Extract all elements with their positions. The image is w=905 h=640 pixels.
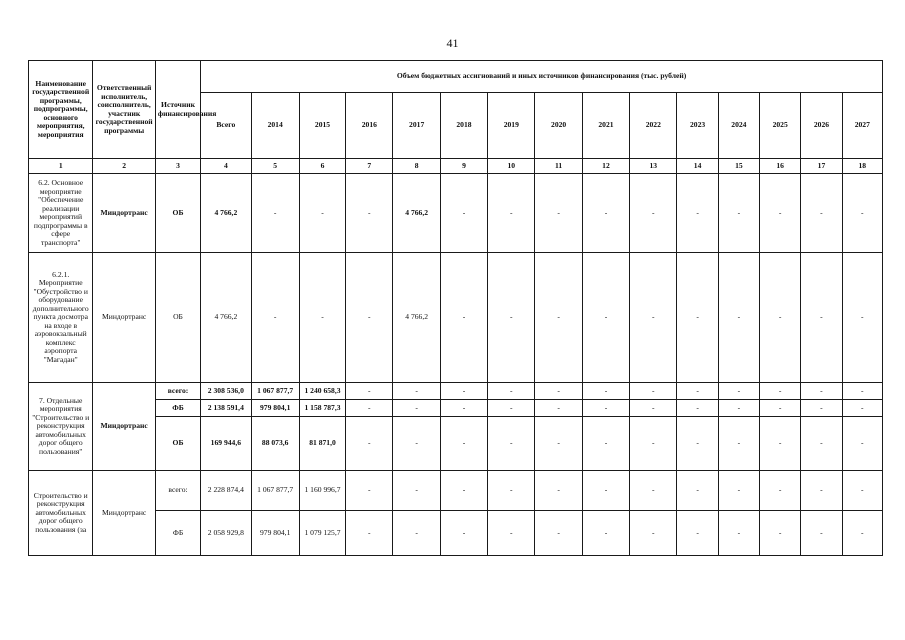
empty-value-cell: - xyxy=(630,174,677,253)
header-year: 2026 xyxy=(801,93,842,159)
column-number: 15 xyxy=(718,159,759,174)
empty-value-cell: - xyxy=(718,253,759,383)
empty-value-cell: - xyxy=(842,400,882,417)
empty-value-cell: - xyxy=(582,417,629,471)
value-cell: 88 073,6 xyxy=(251,417,299,471)
empty-value-cell: - xyxy=(582,511,629,556)
empty-value-cell: - xyxy=(346,174,393,253)
empty-value-cell: - xyxy=(393,383,440,400)
empty-value-cell: - xyxy=(488,511,535,556)
empty-value-cell: - xyxy=(801,400,842,417)
empty-value-cell: - xyxy=(677,253,718,383)
empty-value-cell: - xyxy=(630,400,677,417)
empty-value-cell: - xyxy=(346,511,393,556)
funding-source-cell: ОБ xyxy=(155,253,200,383)
table-row xyxy=(29,417,883,471)
column-number: 2 xyxy=(93,159,155,174)
empty-value-cell: - xyxy=(251,253,299,383)
page-number: 41 xyxy=(446,36,459,50)
empty-value-cell: - xyxy=(535,511,582,556)
empty-value-cell: - xyxy=(630,471,677,511)
empty-value-cell: - xyxy=(346,417,393,471)
empty-value-cell: - xyxy=(842,417,882,471)
empty-value-cell: - xyxy=(440,253,487,383)
value-cell: 4 766,2 xyxy=(201,174,251,253)
empty-value-cell: - xyxy=(801,174,842,253)
empty-value-cell: - xyxy=(801,511,842,556)
empty-value-cell: - xyxy=(346,383,393,400)
funding-source-cell: всего: xyxy=(155,383,200,400)
empty-value-cell: - xyxy=(535,400,582,417)
funding-source-cell: ФБ xyxy=(155,511,200,556)
header-year: 2024 xyxy=(718,93,759,159)
table-row xyxy=(29,174,883,253)
value-cell: 2 138 591,4 xyxy=(201,400,251,417)
funding-source-cell: ФБ xyxy=(155,400,200,417)
empty-value-cell: - xyxy=(582,253,629,383)
column-number: 5 xyxy=(251,159,299,174)
empty-value-cell: - xyxy=(760,511,801,556)
empty-value-cell: - xyxy=(440,417,487,471)
value-cell: 1 160 996,7 xyxy=(299,471,345,511)
value-cell: 169 944,6 xyxy=(201,417,251,471)
empty-value-cell: - xyxy=(718,471,759,511)
program-name-cell: Строительство и реконструкция автомобильных дорог общего пользования (за xyxy=(29,471,93,556)
table-row xyxy=(29,383,883,400)
empty-value-cell: - xyxy=(535,253,582,383)
empty-value-cell: - xyxy=(488,400,535,417)
table-row xyxy=(29,253,883,383)
empty-value-cell: - xyxy=(299,253,345,383)
column-number: 9 xyxy=(440,159,487,174)
empty-value-cell: - xyxy=(393,400,440,417)
empty-value-cell: - xyxy=(535,174,582,253)
table-row xyxy=(29,511,883,556)
value-cell: 4 766,2 xyxy=(201,253,251,383)
empty-value-cell: - xyxy=(842,253,882,383)
value-cell: 1 158 787,3 xyxy=(299,400,345,417)
empty-value-cell: - xyxy=(718,417,759,471)
empty-value-cell: - xyxy=(801,471,842,511)
empty-value-cell: - xyxy=(630,511,677,556)
empty-value-cell: - xyxy=(582,471,629,511)
empty-value-cell: - xyxy=(440,400,487,417)
budget-table xyxy=(28,60,883,556)
empty-value-cell: - xyxy=(346,400,393,417)
empty-value-cell: - xyxy=(760,417,801,471)
value-cell: 4 766,2 xyxy=(393,253,440,383)
column-number: 1 xyxy=(29,159,93,174)
empty-value-cell: - xyxy=(535,417,582,471)
column-number: 14 xyxy=(677,159,718,174)
header-year: 2019 xyxy=(488,93,535,159)
empty-value-cell: - xyxy=(718,511,759,556)
column-number: 13 xyxy=(630,159,677,174)
funding-source-cell: всего: xyxy=(155,471,200,511)
empty-value-cell: - xyxy=(677,400,718,417)
value-cell: 2 308 536,0 xyxy=(201,383,251,400)
empty-value-cell: - xyxy=(718,383,759,400)
empty-value-cell: - xyxy=(488,174,535,253)
value-cell: 4 766,2 xyxy=(393,174,440,253)
value-cell: 1 067 877,7 xyxy=(251,471,299,511)
empty-value-cell: - xyxy=(677,383,718,400)
empty-value-cell: - xyxy=(440,511,487,556)
empty-value-cell: - xyxy=(488,253,535,383)
header-year: 2016 xyxy=(346,93,393,159)
header-executor: Ответственный исполнитель, соисполнитель, участник государственной программы xyxy=(93,61,155,159)
empty-value-cell: - xyxy=(801,417,842,471)
empty-value-cell: - xyxy=(535,383,582,400)
empty-value-cell: - xyxy=(760,471,801,511)
empty-value-cell: - xyxy=(582,400,629,417)
empty-value-cell: - xyxy=(630,383,677,400)
column-number: 11 xyxy=(535,159,582,174)
empty-value-cell: - xyxy=(760,400,801,417)
column-number: 7 xyxy=(346,159,393,174)
column-number: 17 xyxy=(801,159,842,174)
empty-value-cell: - xyxy=(393,417,440,471)
empty-value-cell: - xyxy=(842,383,882,400)
empty-value-cell: - xyxy=(718,174,759,253)
value-cell: 1 240 658,3 xyxy=(299,383,345,400)
empty-value-cell: - xyxy=(440,471,487,511)
header-year: 2027 xyxy=(842,93,882,159)
value-cell: 979 804,1 xyxy=(251,511,299,556)
executor-cell: Миндортранс xyxy=(93,253,155,383)
header-year: 2021 xyxy=(582,93,629,159)
header-year: 2025 xyxy=(760,93,801,159)
value-cell: 979 804,1 xyxy=(251,400,299,417)
empty-value-cell: - xyxy=(718,400,759,417)
empty-value-cell: - xyxy=(842,174,882,253)
header-year: 2022 xyxy=(630,93,677,159)
empty-value-cell: - xyxy=(488,417,535,471)
empty-value-cell: - xyxy=(582,383,629,400)
column-number: 4 xyxy=(201,159,251,174)
executor-cell: Миндортранс xyxy=(93,383,155,471)
empty-value-cell: - xyxy=(535,471,582,511)
header-program-name: Наименование государственной программы, подпрограммы, основного мероприятия, мероприятия xyxy=(29,61,93,159)
column-number: 8 xyxy=(393,159,440,174)
empty-value-cell: - xyxy=(299,174,345,253)
funding-source-cell: ОБ xyxy=(155,417,200,471)
empty-value-cell: - xyxy=(801,253,842,383)
empty-value-cell: - xyxy=(677,417,718,471)
empty-value-cell: - xyxy=(760,174,801,253)
empty-value-cell: - xyxy=(488,471,535,511)
empty-value-cell: - xyxy=(842,471,882,511)
empty-value-cell: - xyxy=(393,471,440,511)
empty-value-cell: - xyxy=(251,174,299,253)
empty-value-cell: - xyxy=(677,471,718,511)
header-year: 2018 xyxy=(440,93,487,159)
column-number: 6 xyxy=(299,159,345,174)
table-row xyxy=(29,400,883,417)
empty-value-cell: - xyxy=(760,383,801,400)
empty-value-cell: - xyxy=(842,511,882,556)
program-name-cell: 6.2.1. Мероприятие "Обустройство и оборудование дополнительного пункта досмотра на входе в аэровокзальный комплекс аэропорта "Магадан" xyxy=(29,253,93,383)
header-year: 2017 xyxy=(393,93,440,159)
header-year: Всего xyxy=(201,93,251,159)
empty-value-cell: - xyxy=(677,511,718,556)
value-cell: 2 228 874,4 xyxy=(201,471,251,511)
empty-value-cell: - xyxy=(440,174,487,253)
empty-value-cell: - xyxy=(582,174,629,253)
empty-value-cell: - xyxy=(488,383,535,400)
column-number: 3 xyxy=(155,159,200,174)
column-number: 18 xyxy=(842,159,882,174)
table-row xyxy=(29,471,883,511)
column-number: 10 xyxy=(488,159,535,174)
header-year: 2015 xyxy=(299,93,345,159)
empty-value-cell: - xyxy=(440,383,487,400)
empty-value-cell: - xyxy=(346,471,393,511)
executor-cell: Миндортранс xyxy=(93,174,155,253)
value-cell: 2 058 929,8 xyxy=(201,511,251,556)
empty-value-cell: - xyxy=(630,417,677,471)
value-cell: 1 067 877,7 xyxy=(251,383,299,400)
empty-value-cell: - xyxy=(393,511,440,556)
empty-value-cell: - xyxy=(346,253,393,383)
empty-value-cell: - xyxy=(801,383,842,400)
header-year: 2020 xyxy=(535,93,582,159)
program-name-cell: 7. Отдельные мероприятия "Строительство и реконструкция автомобильных дорог общего пользования" xyxy=(29,383,93,471)
header-budget-volume: Объем бюджетных ассигнований и иных источников финансирования (тыс. рублей) xyxy=(201,61,883,93)
empty-value-cell: - xyxy=(630,253,677,383)
value-cell: 81 871,0 xyxy=(299,417,345,471)
header-year: 2014 xyxy=(251,93,299,159)
column-number: 12 xyxy=(582,159,629,174)
executor-cell: Миндортранс xyxy=(93,471,155,556)
empty-value-cell: - xyxy=(760,253,801,383)
column-number: 16 xyxy=(760,159,801,174)
value-cell: 1 079 125,7 xyxy=(299,511,345,556)
empty-value-cell: - xyxy=(677,174,718,253)
program-name-cell: 6.2. Основное мероприятие "Обеспечение реализации мероприятий подпрограммы в сфере транспорта" xyxy=(29,174,93,253)
funding-source-cell: ОБ xyxy=(155,174,200,253)
header-funding-source: Источник финансирования xyxy=(155,61,200,159)
header-year: 2023 xyxy=(677,93,718,159)
